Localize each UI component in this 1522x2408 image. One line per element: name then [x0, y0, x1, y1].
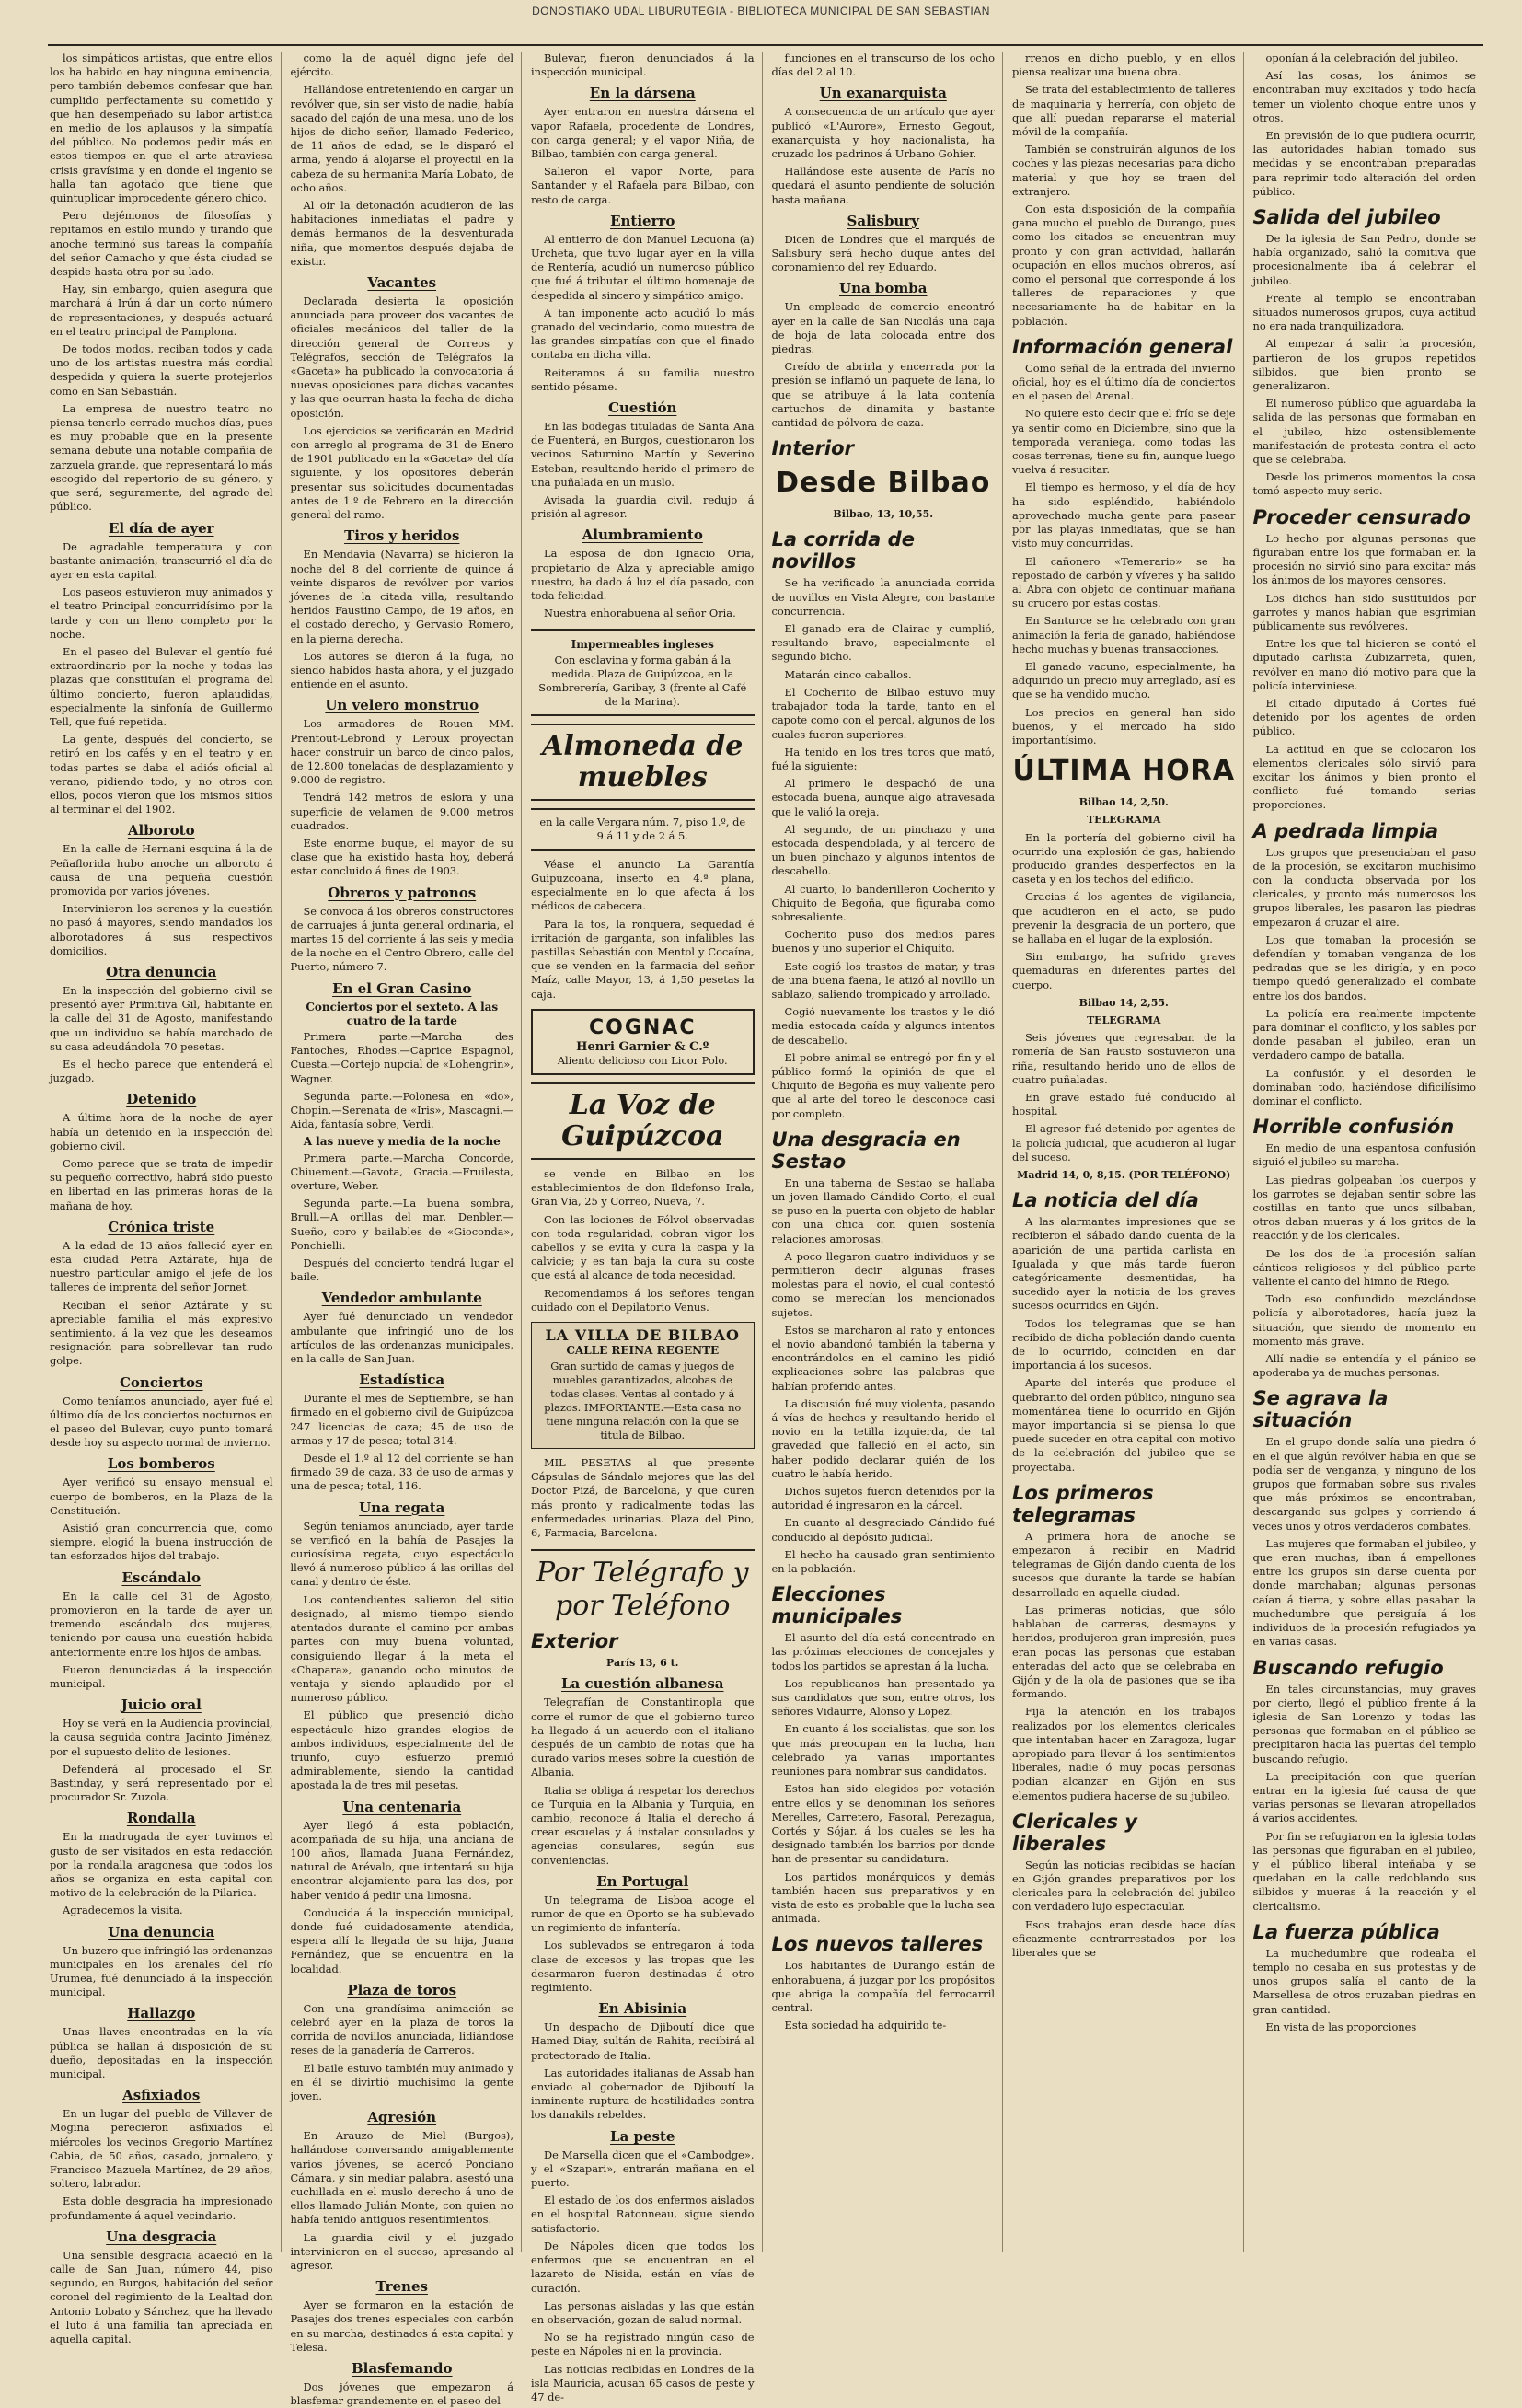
section-heading: Entierro [610, 212, 675, 229]
article-paragraph: Seis jóvenes que regresaban de la romería de San Fausto sostuvieron una riña, resultando herido uno de ellos de cuatro puñaladas. [1012, 1031, 1236, 1086]
article-paragraph: Dicen de Londres que el marqués de Salisbury será hecho duque antes del coronamiento del rey Eduardo. [771, 232, 995, 274]
article-paragraph: En tales circunstancias, muy graves por cierto, llegó el público frente á la iglesia de San Lorenzo y todas las personas que formaban en el público se precipitaron hacia las puertas del templo buscando refugio. [1252, 1682, 1476, 1765]
top-rule [48, 44, 1483, 46]
article-paragraph: Por fin se refugiaron en la iglesia todas las personas que figuraban en el jubileo, y el público liberal inteñaba y se quedaban en la calle redoblando sus silbidos y mueras á la reacción y el clericalismo. [1252, 1829, 1476, 1913]
article-paragraph: Telegrafían de Constantinopla que corre el rumor de que el gobierno turco ha llegado á un acuerdo con el italiano después de un cambio de notas que ha durado varios meses sobre la cuestión de Albania. [531, 1696, 755, 1779]
article-paragraph: Hoy se verá en la Audiencia provincial, la causa seguida contra Jacinto Jiménez, por el supuesto delito de lesiones. [50, 1717, 273, 1758]
article-paragraph: El agresor fué detenido por agentes de la policía judicial, que acudieron al lugar del suceso. [1012, 1122, 1236, 1163]
article-paragraph: Cogió nuevamente los trastos y le dió media estocada caída y algunos intentos de descabello. [771, 1005, 995, 1047]
article-paragraph: Reiteramos á su familia nuestro sentido pésame. [531, 365, 755, 393]
article-paragraph: Creído de abrirla y encerrada por la presión se inflamó un paquete de lana, lo que se atribuye á la lata contenía cartuchos de dinamita y bastante cantidad de pólvora de caza. [771, 360, 995, 430]
article-paragraph: En las bodegas tituladas de Santa Ana de Fuenterá, en Burgos, cuestionaron los vecinos Saturnino Martín y Severino Esteban, resultando herido el primero de una puñalada en un muslo. [531, 420, 755, 489]
section-heading: Un velero monstruo [325, 697, 479, 714]
advertisement-title-block [531, 724, 755, 801]
section-title: La noticia del día [1012, 1189, 1199, 1212]
article-paragraph: También se construirán algunos de los coches y las piezas necesarias para dicho material y que hoy se traen del extranjero. [1012, 143, 1236, 198]
article-paragraph: La esposa de don Ignacio Oria, propietario de Alza y apreciable amigo nuestro, ha dado á luz el día pasado, con toda felicidad. [531, 547, 755, 603]
article-paragraph: Sin embargo, ha sufrido graves quemaduras en diferentes partes del cuerpo. [1012, 950, 1236, 991]
article-paragraph: Frente al templo se encontraban situados numerosos grupos, cuya actitud no era nada tranquilizadora. [1252, 291, 1476, 333]
article-paragraph: La policía era realmente impotente para dominar el conflicto, y los sables por donde pasaban el jubileo, eran un verdadero campo de batalla. [1252, 1006, 1476, 1062]
article-paragraph: Así las cosas, los ánimos se encontraban muy excitados y todo hacía temer un violento choque entre unos y otros. [1252, 69, 1476, 124]
article-paragraph: De agradable temperatura y con bastante animación, transcurrió el día de ayer en esta capital. [50, 539, 273, 581]
article-paragraph: Allí nadie se entendía y el pánico se apoderaba ya de muchas personas. [1252, 1352, 1476, 1380]
article-paragraph: El Cocherito de Bilbao estuvo muy trabajador toda la tarde, tanto en el capote como con el percal, algunos de los cuales fueron superiores. [771, 685, 995, 741]
article-paragraph: Los dichos han sido sustituidos por garrotes y manos habían que esgrimían públicamente sus revólveres. [1252, 591, 1476, 632]
advertisement-box-title: LA VILLA DE BILBAO [545, 1326, 740, 1344]
article-paragraph: Ayer se formaron en la estación de Pasajes dos trenes especiales con carbón en su marcha, destinados á esta capital y Telesa. [290, 2298, 513, 2354]
section-heading: Juicio oral [121, 1696, 202, 1714]
article-paragraph: los simpáticos artistas, que entre ellos los ha habido en hay ninguna eminencia, pero también debemos confesar que han cumplido perfectamente su cometido y que han desempeñado su labor artística en medio de los aplausos y la simpatía del público. No podemos pedir más en estos tiempos en que el arte atraviesa crisis gravísima y en donde el ingenio se halla tan agotado que tiene que quintuplicar improcedente género chico. [50, 52, 273, 205]
article-paragraph: Hallándose entreteniendo en cargar un revólver que, sin ser visto de nadie, había sacado del cajón de una mesa, uno de los hijos de dicho señor, llamado Federico, de 11 años de edad, se le disparó el arma, yendo á alojarse el proyectil en la cabeza de su hermanita María Lobato, de ocho años. [290, 83, 513, 194]
advertisement-cognac [531, 1009, 755, 1075]
section-heading: El día de ayer [108, 519, 214, 537]
section-heading: Tiros y heridos [344, 527, 460, 545]
major-heading: ÚLTIMA HORA [1012, 755, 1236, 788]
article-paragraph: La confusión y el desorden le dominaban todo, haciéndose dificilísimo dominar el conflicto. [1252, 1066, 1476, 1107]
article-paragraph: Como parece que se trata de impedir su pequeño correctivo, habrá sido puesto en libertad en las primeras horas de la mañana de hoy. [50, 1157, 273, 1212]
article-paragraph: El público que presenció dicho espectáculo hizo grandes elogios de ambos individuos, especialmente del de triunfo, cuyo esfuerzo premió admirablemente, siendo la cantidad apostada la de tres mil pesetas. [290, 1708, 513, 1792]
article-paragraph: Los sublevados se entregaron á toda clase de excesos y las tropas que les desarmaron fueron destinadas á otro regimiento. [531, 1939, 755, 1995]
article-paragraph: En la madrugada de ayer tuvimos el gusto de ser visitados en esta redacción por la rondalla aragonesa que todos los años se organiza en esta capital con motivo de la celebración de la Pilarica. [50, 1830, 273, 1900]
article-paragraph: Dos jóvenes que empezaron á blasfemar grandemente en el paseo del [290, 2380, 513, 2408]
article-paragraph: Un empleado de comercio encontró ayer en la calle de San Nicolás una caja de hoja de lata colocada entre dos piedras. [771, 300, 995, 356]
article-paragraph: Reciban el señor Aztárate y su apreciable familia el más expresivo sentimiento, á la vez que les deseamos resignación para sobrellevar tan rudo golpe. [50, 1298, 273, 1368]
article-paragraph: Un despacho de Djiboutí dice que Hamed Diay, sultán de Rahita, recibirá al protectorado de Italia. [531, 2020, 755, 2062]
article-paragraph: Los republicanos han presentado ya sus candidatos que son, entre otros, los señores Vidaurre, Alonso y Lopez. [771, 1676, 995, 1719]
article-paragraph: Con las lociones de Fólvol observadas con toda regularidad, cobran vigor los cabellos y se evita y cura la caspa y la calvicie; y es tan baja la cura su coste que está al alcance de toda necesidad. [531, 1212, 755, 1282]
section-heading: Rondalla [126, 1810, 196, 1827]
article-paragraph: Durante el mes de Septiembre, se han firmado en el gobierno civil de Guipúzcoa 247 licencias de caza; 45 de uso de armas y 17 de pesca; total 314. [290, 1392, 513, 1447]
article-paragraph: En cuanto á los socialistas, que son los que más preocupan en la lucha, han celebrado ya varias importantes reuniones para nombrar sus candidatos. [771, 1722, 995, 1778]
section-heading: Alumbramiento [582, 527, 703, 544]
major-heading: Desde Bilbao [776, 467, 991, 500]
article-paragraph: Unas llaves encontradas en la vía pública se hallan á disposición de su dueño, depositadas en la inspección municipal. [50, 2025, 273, 2080]
section-heading: Asfixiados [122, 2087, 201, 2104]
article-paragraph: Un telegrama de Lisboa acoge el rumor de que en Oporto se ha sublevado un regimiento de infantería. [531, 1893, 755, 1935]
article-paragraph: oponían á la celebración del jubileo. [1265, 52, 1459, 64]
section-heading: En el Gran Casino [332, 979, 472, 997]
article-paragraph: La precipitación con que querían entrar en la iglesia fué causa de que varias personas se llevaran atropellados á varios accidentes. [1252, 1769, 1476, 1825]
article-paragraph: De Nápoles dicen que todos los enfermos que se encuentran en el lazareto de Nisida, están en vías de curación. [531, 2239, 755, 2295]
article-paragraph: De la iglesia de San Pedro, donde se había organizado, salió la comitiva que procesionalmente iba á celebrar el jubileo. [1252, 232, 1476, 287]
article-paragraph: Se trata del establecimiento de talleres de maquinaria y herrería, con objeto de que allí puedan repararse el material móvil de la compañía. [1012, 83, 1236, 139]
article-paragraph: Nuestra enhorabuena al señor Oria. [544, 607, 736, 620]
subheading: Conciertos por el sexteto. A las cuatro de la tarde [306, 1000, 499, 1027]
article-paragraph: Se ha verificado la anunciada corrida de novillos en Vista Alegre, con bastante concurrencia. [771, 576, 995, 618]
section-title: Elecciones municipales [771, 1583, 903, 1628]
dateline: Bilbao 14, 2,50. [1078, 796, 1169, 809]
article-paragraph: Para la tos, la ronquera, sequedad é irritación de garganta, son infalibles las pastillas Sebastián con Mentol y Cocaína, que se venden en la farmacia del señor Maíz, calle Mayor, 13, á 1,50 pesetas la caja. [531, 917, 755, 1001]
advertisement-title: La Voz de Guipúzcoa [561, 1088, 724, 1152]
section-title: Exterior [531, 1630, 618, 1653]
article-paragraph: Todo eso confundido mezclándose policía y alborotadores, hacía juez la situación, que siendo de momento en momento más grave. [1252, 1292, 1476, 1348]
article-paragraph: Una sensible desgracia acaeció en la calle de San Juan, número 44, piso segundo, en Burgos, habitación del señor coronel del regimiento de la Lealtad don Antonio Lobato y Sánchez, que ha llevado el luto á una familia tan apreciada en aquella capital. [50, 2248, 273, 2346]
advertisement-brand: COGNAC [589, 1015, 697, 1039]
section-heading: En la dársena [589, 85, 696, 102]
article-paragraph: La discusión fué muy violenta, pasando á vías de hechos y resultando herido el novio en la tetilla izquierda, de tal gravedad que falleció en el acto, sin haber podido declarar quién de los cuatro le había herido. [771, 1396, 995, 1480]
article-paragraph: Al segundo, de un pinchazo y una estocada despendolada, y al tercero de un buen pinchazo y algunos intentos de descabello. [771, 822, 995, 878]
article-paragraph: Véase el anuncio La Garantía Guipuzcoana, inserto en 4.ª plana, especialmente en lo que afecta á los médicos de cabecera. [531, 857, 755, 913]
archive-header: DONOSTIAKO UDAL LIBURUTEGIA - BIBLIOTECA MUNICIPAL DE SAN SEBASTIAN [532, 5, 990, 17]
dateline: París 13, 6 t. [606, 1657, 679, 1670]
article-paragraph: Primera parte.—Marcha des Fantoches, Rhodes.—Caprice Espagnol, Cuesta.—Cortejo nupcial de «Lohengrin», Wagner. [290, 1029, 513, 1085]
article-paragraph: Fija la atención en los trabajos realizados por los elementos clericales que intentaban hacer en Zaragoza, lugar apropiado para llevar á los sentimientos liberales, nadie ó muy pocas personas podían alcanzar en Gijón en sus elementos pudiera hacerse de su jubileo. [1012, 1705, 1236, 1802]
article-paragraph: Al entierro de don Manuel Lecuona (a) Urcheta, que tuvo lugar ayer en la villa de Rentería, acudió un numeroso público que fué á tributar el último homenaje de despedida al sincero y simpático amigo. [531, 232, 755, 302]
advertisement-text: Aliento delicioso con Licor Polo. [557, 1053, 728, 1067]
article-paragraph: Los habitantes de Durango están de enhorabuena, á juzgar por los propósitos que abriga la compañía del ferrocarril central. [771, 1959, 995, 2014]
dateline: Bilbao, 13, 10,55. [833, 508, 934, 521]
article-paragraph: Se convoca á los obreros constructores de carruajes á junta general ordinaria, el martes 15 del corriente á las seis y media de la noche en el Centro Obrero, calle del Puerto, número 7. [290, 904, 513, 974]
article-paragraph: El citado diputado á Cortes fué detenido por los agentes de orden público. [1252, 696, 1476, 738]
article-paragraph: A la edad de 13 años falleció ayer en esta ciudad Petra Aztárate, hija de nuestro particular amigo el jefe de los talleres de imprenta del señor Jornet. [50, 1238, 273, 1294]
section-title: Buscando refugio [1252, 1656, 1444, 1679]
article-paragraph: La muchedumbre que rodeaba el templo no cesaba en sus protestas y de unos grupos salía el canto de la Marsellesa de otros cruzaban piedras en gran cantidad. [1252, 1946, 1476, 2016]
article-paragraph: De Marsella dicen que el «Cambodge», y el «Szapari», entrarán mañana en el puerto. [531, 2148, 755, 2190]
article-paragraph: Lo hecho por algunas personas que figuraban entre los que formaban en la procesión no sirvió sino para excitar más los ánimos de los mayores censores. [1252, 531, 1476, 587]
section-title: Interior [771, 437, 854, 460]
article-paragraph: El hecho ha causado gran sentimiento en la población. [771, 1547, 995, 1576]
article-paragraph: En vista de las proporciones [1265, 2020, 1417, 2033]
article-paragraph: En Mendavia (Navarra) se hicieron la noche del 8 del corriente de quince á veinte disparos de revólver por varios jóvenes de la citada villa, resultando heridos Faustino Campo, de 19 años, en el costado derecho, y Gervasio Romero, en la pierna derecha. [290, 548, 513, 645]
advertisement-heading: Impermeables ingleses [571, 637, 714, 651]
article-paragraph: Los precios en general han sido buenos, y el mercado ha sido importantísimo. [1012, 705, 1236, 747]
advertisement-maker: Henri Garnier & C.º [576, 1039, 709, 1054]
column-2 [289, 52, 523, 2408]
section-heading: Plaza de toros [347, 1981, 457, 1998]
advertisement-box-sub: CALLE REINA REGENTE [566, 1343, 720, 1357]
article-paragraph: La guardia civil y el juzgado intervinieron en el suceso, apresando al agresor. [290, 2230, 513, 2273]
article-paragraph: Estos se marcharon al rato y entonces el novio abandonó también la taberna y encontrándolos en el camino les pidió explicaciones sobre las palabras que habían proferido antes. [771, 1323, 995, 1393]
article-paragraph: Entre los que tal hicieron se contó el diputado carlista Zubizarreta, quien, revólver en mano dió motivo para que la policía interviniese. [1252, 637, 1476, 692]
article-paragraph: En medio de una espantosa confusión siguió el jubileo su marcha. [1252, 1141, 1476, 1169]
article-paragraph: Italia se obliga á respetar los derechos de Turquía en la Albania y Turquía, en cambio, reconoce á Italia el derecho á crear escuelas y á instalar consulados y agencias consulares, según sus conveniencias. [531, 1783, 755, 1867]
section-title: Horrible confusión [1252, 1116, 1455, 1139]
article-paragraph: Declarada desierta la oposición anunciada para proveer dos vacantes de oficiales mecánicos del taller de la dirección general de Correos y Telégrafos, sección de Telégrafos la «Gaceta» ha publicado la convocatoria á nuevas oposiciones para dichas vacantes y las que ocurran hasta la fecha de dicha oposición. [290, 295, 513, 420]
article-paragraph: Como teníamos anunciado, ayer fué el último día de los conciertos nocturnos en el paseo del Bulevar, cuyo punto tomará desde hoy su aspecto normal de invierno. [50, 1394, 273, 1450]
article-paragraph: En el paseo del Bulevar el gentío fué extraordinario por la noche y todas las plazas que constituían el programa del último concierto, fueron aplaudidas, especialmente la sinfonía de Guillermo Tell, que fué repetida. [50, 644, 273, 728]
section-heading: Una regata [359, 1499, 445, 1516]
section-title: Información general [1012, 335, 1233, 358]
article-paragraph: El asunto del día está concentrado en las próximas elecciones de concejales y todos los partidos se aprestan á la lucha. [771, 1631, 995, 1673]
article-paragraph: Aparte del interés que produce el quebranto del orden público, ninguno sea momentánea tiene lo ocurrido en Gijón mayor importancia si se piensa lo que puede suceder en otra capital con motivo de la celebración del jubileo que se proyectaba. [1012, 1376, 1236, 1474]
section-title: Salida del jubileo [1252, 206, 1441, 229]
article-paragraph: A última hora de la noche de ayer había un detenido en la inspección del gobierno civil. [50, 1111, 273, 1152]
article-paragraph: Dichos sujetos fueron detenidos por la autoridad é ingresaron en la cárcel. [771, 1485, 995, 1512]
article-paragraph: La gente, después del concierto, se retiró en los cafés y en el teatro y en todas partes se daba el adiós oficial al verano, pidiendo todo, y no otros con ellos, pocos vieron que los mismos sitios al terminar el del 1902. [50, 733, 273, 816]
advertisement-box [531, 1322, 755, 1449]
article-paragraph: Los autores se dieron á la fuga, no siendo habidos hasta ahora, y el juzgado entiende en el asunto. [290, 649, 513, 691]
article-paragraph: Según teníamos anunciado, ayer tarde se verificó en la bahía de Pasajes la curiosísima regata, cuyo espectáculo llevó á numeroso público á las orillas del canal y dentro de éste. [290, 1519, 513, 1589]
newspaper-page [48, 52, 1483, 2408]
article-paragraph: Las primeras noticias, que sólo hablaban de carreras, desmayos y heridos, produjeron gran impresión, pues eran pocas las personas que estaban enteradas del acto que se celebraba en Gijón y de la ola de pasiones que se iba formando. [1012, 1603, 1236, 1701]
article-paragraph: Gracias á los agentes de vigilancia, que acudieron en el acto, se pudo prevenir la desgracia de un portero, que se hallaba en el lugar de la explosión. [1012, 890, 1236, 945]
article-paragraph: Las mujeres que formaban el jubileo, y que eran muchas, iban á empellones entre los grupos sin darse cuenta por donde marchaban; algunas personas caían á tierra, y sobre ellas pasaban la muchedumbre que persiguía á los individuos de la procesión refugiados ya en varias casas. [1252, 1536, 1476, 1649]
article-paragraph: Las autoridades italianas de Assab han enviado al gobernador de Djiboutí la inminente ruptura de hostilidades contra los danakils rebeldes. [531, 2066, 755, 2122]
article-paragraph: Primera parte.—Marcha Concorde, Chiuement.—Gavota, Gracia.—Fruilesta, overture, Weber. [290, 1151, 513, 1193]
section-heading: Obreros y patronos [328, 884, 477, 901]
section-heading: Agresión [367, 2109, 437, 2126]
article-paragraph: Los que tomaban la procesión se defendían y tomaban venganza de los pedradas que se les dirigía, y en poco tiempo quedó generalizado el combate entre los dos bandos. [1252, 932, 1476, 1002]
section-heading: Salisbury [847, 212, 919, 229]
article-paragraph: Al empezar á salir la procesión, partieron de los grupos repetidos silbidos, que bien pronto se generalizaron. [1252, 337, 1476, 393]
section-heading: En Abisinia [598, 2000, 687, 2018]
article-paragraph: Recomendamos á los señores tengan cuidado con el Depilatorio Venus. [531, 1286, 755, 1314]
article-paragraph: El ganado era de Clairac y cumplió, resultando bravo, especialmente el segundo bicho. [771, 622, 995, 664]
article-paragraph: A tan imponente acto acudió lo más granado del vecindario, como muestra de las grandes simpatías con que el finado contaba en dicha villa. [531, 306, 755, 362]
article-paragraph: Este enorme buque, el mayor de su clase que ha existido hasta hoy, deberá estar concluido á fines de 1903. [290, 836, 513, 878]
article-paragraph: Los partidos monárquicos y demás también hacen sus preparativos y en vista de esto es probable que la lucha sea animada. [771, 1870, 995, 1926]
column-5 [1010, 52, 1244, 2252]
section-heading: Trenes [375, 2278, 428, 2296]
advertisement-title: Almoneda de muebles [542, 729, 744, 793]
article-paragraph: En cuanto al desgraciado Cándido fué conducido al depósito judicial. [771, 1516, 995, 1544]
article-paragraph: Esta sociedad ha adquirido te- [784, 2019, 947, 2032]
article-paragraph: A poco llegaron cuatro individuos y se permitieron decir algunas frases molestas para el novio, el cual contestó como se merecían los mencionados sujetos. [771, 1249, 995, 1319]
article-paragraph: se vende en Bilbao en los establecimientos de don Ildefonso Irala, Gran Vía, 25 y Correo, Nueva, 7. [531, 1166, 755, 1209]
article-paragraph: MIL PESETAS al que presente Cápsulas de Sándalo mejores que las del Doctor Pizá, de Barcelona, y que curen más pronto y radicalmente todas las enfermedades urinarias. Plaza del Pino, 6, Farmacia, Barcelona. [531, 1455, 755, 1539]
article-paragraph: Fueron denunciadas á la inspección municipal. [50, 1662, 273, 1690]
article-paragraph: Ayer verificó su ensayo mensual el cuerpo de bomberos, en la Plaza de la Constitución. [50, 1476, 273, 1517]
dateline: Madrid 14, 0, 8,15. (POR TELÉFONO) [1017, 1169, 1231, 1182]
article-paragraph: La empresa de nuestro teatro no piensa tenerlo cerrado muchos días, pues es muy probable que en la presente semana debute una notable compañía de zarzuela grande, que representará lo más escogido del repertorio de su género, y que será, seguramente, del agrado del público. [50, 401, 273, 514]
section-heading: Detenido [126, 1091, 197, 1108]
section-title: Clericales y liberales [1012, 1810, 1137, 1855]
dateline: Bilbao 14, 2,55. [1078, 996, 1169, 1009]
article-paragraph: Todos los telegramas que se han recibido de dicha población dando cuenta de lo ocurrido, coinciden en dar importancia á los sucesos. [1012, 1316, 1236, 1372]
article-paragraph: A consecuencia de un artículo que ayer publicó «L'Aurore», Ernesto Gegout, exanarquista y hoy nacionalista, ha cruzado los padrinos á Urbano Gohier. [771, 105, 995, 161]
article-paragraph: En la calle de Hernani esquina á la de Peñaflorida hubo anoche un alboroto á causa de una pequeña cuestión promovida por varios jóvenes. [50, 842, 273, 897]
article-paragraph: El cañonero «Temerario» se ha repostado de carbón y víveres y ha salido al Abra con objeto de continuar mañana su crucero por estas costas. [1012, 554, 1236, 610]
article-paragraph: En Arauzo de Miel (Burgos), hallándose conversando amigablemente varios jóvenes, se acercó Ponciano Cámara, y sin mediar palabra, asestó una cuchillada en el muslo derecho á uno de ellos llamado Julián Monte, con quien no había tenido antiguos resentimientos. [290, 2129, 513, 2227]
article-paragraph: Con una grandísima animación se celebró ayer en la plaza de toros la corrida de novillos anunciada, lidiándose reses de la ganadería de Carreros. [290, 2001, 513, 2057]
section-title: Se agrava la situación [1252, 1387, 1389, 1432]
column-3 [529, 52, 763, 2403]
article-paragraph: En previsión de lo que pudiera ocurrir, las autoridades habían tomado sus medidas y se encontraban preparadas para reprimir todo alteración del orden público. [1252, 129, 1476, 198]
article-paragraph: como la de aquél digno jefe del ejército. [290, 52, 513, 79]
subheading: A las nueve y media de la noche [303, 1135, 501, 1149]
article-paragraph: Avisada la guardia civil, redujo á prisión al agresor. [531, 493, 755, 521]
article-paragraph: Las piedras golpeaban los cuerpos y los garrotes se dejaban sentir sobre las costillas en tanto que unos silbaban, otros daban mueras y á los gritos de la reacción y de los clericales. [1252, 1173, 1476, 1243]
article-paragraph: El ganado vacuno, especialmente, ha adquirido un precio muy arreglado, así es que se ha vendido mucho. [1012, 659, 1236, 701]
article-paragraph: En la calle del 31 de Agosto, promovieron en la tarde de ayer un tremendo escándalo dos mujeres, teniendo por causa una cuestión habida anteriormente entre los hijos de ambas. [50, 1589, 273, 1659]
section-heading: Una denuncia [108, 1923, 215, 1940]
section-heading: Los bomberos [107, 1455, 215, 1473]
article-paragraph: Agradecemos la visita. [63, 1904, 183, 1917]
section-heading: Un exanarquista [819, 85, 947, 102]
section-heading: La peste [610, 2127, 675, 2145]
section-title: Los nuevos talleres [771, 1933, 984, 1956]
section-heading: Crónica triste [108, 1218, 215, 1235]
article-paragraph: Asistió gran concurrencia que, como siempre, elogió la buena instrucción de tan esforzados hijos del trabajo. [50, 1522, 273, 1563]
article-paragraph: Defenderá al procesado el Sr. Bastinday, y será representado por el procurador Sr. Zuzola. [50, 1762, 273, 1804]
section-heading: Una bomba [838, 280, 928, 297]
column-6 [1251, 52, 1484, 2252]
article-paragraph: A las alarmantes impresiones que se recibieron el sábado dando cuenta de la aparición de una partida carlista en Igualada y que más tarde fueron categóricamente desmentidas, ha sucedido ayer la noticia de los graves sucesos ocurridos en Gijón. [1012, 1215, 1236, 1313]
article-paragraph: Después del concierto tendrá lugar el baile. [290, 1256, 513, 1284]
article-paragraph: Hallándose este ausente de París no quedará el asunto pendiente de solución hasta mañana. [771, 165, 995, 206]
section-title: La fuerza pública [1252, 1920, 1440, 1943]
article-paragraph: Las personas aisladas y las que están en observación, gozan de salud normal. [531, 2298, 755, 2326]
section-heading: Hallazgo [127, 2005, 196, 2022]
article-paragraph: El baile estuvo también muy animado y en él se divirtió muchísimo la gente joven. [290, 2061, 513, 2102]
article-paragraph: Hay, sin embargo, quien asegura que marchará á Irún á dar un corto número de representaciones, y después actuará en el teatro principal de Pamplona. [50, 283, 273, 338]
advertisement [531, 629, 755, 716]
article-paragraph: En la portería del gobierno civil ha ocurrido una explosión de gas, habiendo producido grandes desperfectos en la caseta y en los techos del edificio. [1012, 830, 1236, 886]
article-paragraph: El pobre animal se entregó por fin y el público formó la opinión de que el Chiquito de Begoña es muy valiente pero que al arte del toreo le desconoce casi por completo. [771, 1050, 995, 1120]
section-title: Una desgracia en Sestao [771, 1128, 961, 1173]
article-paragraph: Salieron el vapor Norte, para Santander y el Rafaela para Bilbao, con resto de carga. [531, 165, 755, 206]
article-paragraph: El tiempo es hermoso, y el día de hoy ha sido espléndido, habiéndolo aprovechado mucha gente para pasear por las playas inmediatas, que se han visto muy concurridas. [1012, 480, 1236, 550]
article-paragraph: Segunda parte.—La buena sombra, Brull.—A orillas del mar, Denbler.—Sueño, coro y bailables de «Gioconda», Ponchielli. [290, 1197, 513, 1252]
section-heading: Una desgracia [106, 2228, 217, 2245]
section-heading: Otra denuncia [106, 963, 217, 980]
article-paragraph: En una taberna de Sestao se hallaba un joven llamado Cándido Corto, el cual se puso en la puerta con objeto de hablar con una chica con quien sostenía relaciones amorosas. [771, 1175, 995, 1245]
article-paragraph: Los contendientes salieron del sitio designado, al mismo tiempo siendo atentados durante el camino por ambas partes con muy buena voluntad, consiguiendo llegar á la meta el «Chapara», ganando ocho minutos de ventaja y siendo aplaudido por el numeroso público. [290, 1592, 513, 1705]
article-paragraph: Pero dejémonos de filosofías y repitamos en estilo mundo y tirando que anoche terminó sus tareas la compañía del señor Camacho y que ésta ciudad se despide hasta otra por su lado. [50, 209, 273, 279]
advertisement-title-block [531, 1082, 755, 1160]
column-1 [48, 52, 282, 2346]
article-paragraph: No se ha registrado ningún caso de peste en Nápoles ni en la provincia. [531, 2331, 755, 2358]
section-heading: En Portugal [596, 1872, 689, 1890]
article-paragraph: Cocherito puso dos medios pares buenos y uno superior el Chiquito. [771, 928, 995, 955]
section-heading: La cuestión albanesa [560, 1675, 724, 1693]
article-paragraph: Desde los primeros momentos la cosa tomó aspecto muy serio. [1252, 470, 1476, 498]
article-paragraph: Intervinieron los serenos y la cuestión no pasó á mayores, siendo mandados los alborotadores á sus respectivos domicilios. [50, 902, 273, 957]
article-paragraph: Este cogió los trastos de matar, y tras de una buena faena, le atizó al novillo un sablazo, saliendo trompicado y arrollado. [771, 959, 995, 1001]
article-paragraph: funciones en el transcurso de los ocho días del 2 al 10. [771, 52, 995, 79]
section-heading: Escándalo [121, 1569, 202, 1586]
article-paragraph: Es el hecho parece que entenderá el juzgado. [50, 1058, 273, 1085]
article-paragraph: En Santurce se ha celebrado con gran animación la feria de ganado, habiéndose hecho muchas y buenas transacciones. [1012, 614, 1236, 655]
article-paragraph: rrenos en dicho pueblo, y en ellos piensa realizar una buena obra. [1012, 52, 1236, 79]
article-paragraph: De todos modos, reciban todos y cada uno de los artistas nuestra más cordial despedida y quiera la suerte protejerlos como en San Sebastián. [50, 342, 273, 398]
article-paragraph: Como señal de la entrada del invierno oficial, hoy es el último día de conciertos en el paseo del Arenal. [1012, 361, 1236, 403]
article-paragraph: Las noticias recibidas en Londres de la isla Mauricia, acusan 65 casos de peste y 47 de- [531, 2362, 755, 2403]
article-paragraph: Los grupos que presenciaban el paso de la procesión, se excitaron muchísimo con la conducta observada por los clericales, y pronto más numerosos los grupos liberales, les pasaron las piedras empezaron á cruzar el aire. [1252, 845, 1476, 929]
section-heading: Cuestión [608, 399, 677, 417]
section-heading: Conciertos [119, 1373, 203, 1391]
article-paragraph: Bulevar, fueron denunciados á la inspección municipal. [531, 52, 755, 79]
article-paragraph: Con esta disposición de la compañía gana mucho el pueblo de Durango, pues como los citados se encuentran muy pronto y con gran actividad, hallarán ocupación en ellos muchos obreros, así como el personal que corresponde á los talleres de reparaciones y que necesariamente ha de habitar en la población. [1012, 203, 1236, 328]
article-paragraph: En el grupo donde salía una piedra ó en el que algún revólver había en que se podía ser de venganza, y ninguno de los grupos que formaban sobre sus rivales que más próximos se encontraban, descargando sus golpes y corriendo á veces unos y otros verdaderos combates. [1252, 1435, 1476, 1533]
article-paragraph: Al oír la detonación acudieron de las habitaciones inmediatas el padre y demás hermanos de la desventurada niña, que momentos después dejaba de existir. [290, 199, 513, 268]
section-title: Proceder censurado [1252, 505, 1470, 528]
article-paragraph: No quiere esto decir que el frío se deje ya sentir como en Diciembre, sino que la temporada veraniega, como todas las cosas terrenas, tiene su fin, aunque luego vuelva á resucitar. [1012, 407, 1236, 477]
article-paragraph: Ayer entraron en nuestra dársena el vapor Rafaela, procedente de Londres, con carga general; y el vapor Niña, de Bilbao, también con carga general. [531, 105, 755, 161]
article-paragraph: Ayer llegó á esta población, acompañada de su hija, una anciana de 100 años, llamada Juana Fernández, natural de Arévalo, que intentará su hija encontrar alojamiento para las dos, por haber venido á pedir una limosna. [290, 1818, 513, 1902]
article-paragraph: Según las noticias recibidas se hacían en Gijón grandes preparativos por los clericales para la celebración del jubileo con verdadero lujo espectacular. [1012, 1858, 1236, 1914]
article-paragraph: Los ejercicios se verificarán en Madrid con arreglo al programa de 31 de Enero de 1901 publicado en la «Gaceta» del día siguiente, y los opositores deberán presentar sus solicitudes documentadas antes de 1.º de Febrero en la dirección general del ramo. [290, 423, 513, 522]
article-paragraph: Al cuarto, lo banderilleron Cocherito y Chiquito de Begoña, que figuraba como sobresaliente. [771, 882, 995, 923]
section-heading: Vendedor ambulante [321, 1290, 482, 1307]
article-paragraph: Tendrá 142 metros de eslora y una superficie de velamen de 9.000 metros cuadrados. [290, 791, 513, 832]
article-paragraph: Los paseos estuvieron muy animados y el teatro Principal concurridísimo por la tarde y con un lleno completo por la noche. [50, 585, 273, 641]
article-paragraph: Esta doble desgracia ha impresionado profundamente á aquel vecindario. [50, 2194, 273, 2222]
advertisement [531, 808, 755, 851]
article-paragraph: Esos trabajos eran desde hace días eficazmente contrarrestados por los liberales que se [1012, 1917, 1236, 1959]
column-4 [770, 52, 1004, 2252]
article-paragraph: Los armadores de Rouen MM. Prentout-Lebrond y Leroux proyectan hacer construir un barco de cinco palos, de 12.800 toneladas de desplazamiento y 9.000 de registro. [290, 717, 513, 787]
article-paragraph: Segunda parte.—Polonesa en «do», Chopin.—Serenata de «Iris», Mascagni.—Aida, fantasía sobre, Verdi. [290, 1089, 513, 1131]
article-paragraph: En la inspección del gobierno civil se presentó ayer Primitiva Gil, habitante en la calle del 31 de Agosto, manifestando que un individuo se había marchado de su casa adeudándola 70 pesetas. [50, 983, 273, 1053]
article-paragraph: Al primero le despachó de una estocada buena, aunque algo atravesada que le valió la oreja. [771, 777, 995, 818]
article-paragraph: El estado de los dos enfermos aislados en el hospital Ratonneau, sigue siendo satisfactorio. [531, 2194, 755, 2235]
article-paragraph: Matarán cinco caballos. [784, 667, 912, 681]
article-paragraph: A primera hora de anoche se empezaron á recibir en Madrid telegramas de Gijón dando cuenta de los sucesos que durante la tarde se habían desarrollado en aquella ciudad. [1012, 1529, 1236, 1599]
section-heading: Estadística [359, 1372, 445, 1389]
section-heading: Vacantes [367, 274, 437, 292]
dateline: TELEGRAMA [1087, 1013, 1161, 1026]
article-paragraph: En grave estado fué conducido al hospital. [1012, 1091, 1236, 1118]
section-title: A pedrada limpia [1252, 819, 1439, 842]
advertisement-text: en la calle Vergara núm. 7, piso 1.º, de 9 á 11 y de 2 á 5. [539, 815, 746, 842]
article-paragraph: En un lugar del pueblo de Villaver de Mogina perecieron asfixiados el miércoles los vecinos Gregorio Martínez Cabia, de 50 años, casado, jornalero, y Francisco Mazuela Martínez, de 29 años, soltero, labrador. [50, 2107, 273, 2191]
article-paragraph: El numeroso público que aguardaba la salida de las personas que formaban en el jubileo, hizo ostensiblemente manifestación de protesta contra el acto que se celebraba. [1252, 397, 1476, 467]
article-paragraph: Estos han sido elegidos por votación entre ellos y se denominan los señores Merelles, Carretero, Fasoral, Perezagua, Cortés y Sójar, á los cuales se les ha designado también los barrios por donde han de presentar su candidatura. [771, 1782, 995, 1866]
article-paragraph: Un buzero que infringió las ordenanzas municipales en los arenales del río Urumea, fué denunciado á la inspección municipal. [50, 1943, 273, 1999]
section-title: Los primeros telegramas [1012, 1481, 1154, 1526]
article-paragraph: Ha tenido en los tres toros que mató, fué la siguiente: [771, 745, 995, 772]
telegraph-banner: Por Telégrafo y por Teléfono [531, 1549, 755, 1623]
article-paragraph: La actitud en que se colocaron los elementos clericales sólo sirvió para excitar los ánimos y bien pronto el conflicto fué tomando serias proporciones. [1252, 742, 1476, 812]
article-paragraph: Ayer fué denunciado un vendedor ambulante que infringió uno de los artículos de las ordenanzas municipales, en la calle de San Juan. [290, 1310, 513, 1366]
article-paragraph: Desde el 1.º al 12 del corriente se han firmado 39 de caza, 33 de uso de armas y una de pesca; total, 116. [290, 1452, 513, 1493]
article-paragraph: Conducida á la inspección municipal, donde fué cuidadosamente atendida, espera allí la llegada de su hija, Juana Fernández, que se encuentra en la localidad. [290, 1905, 513, 1975]
section-heading: Una centenaria [342, 1798, 462, 1815]
dateline: TELEGRAMA [1087, 814, 1161, 827]
advertisement-text: Gran surtido de camas y juegos de muebles garantizados, alcobas de todas clases. Ventas al contado y á plazos. IMPORTANTE.—Esta casa no tiene ninguna relación con la que se titula de Bilbao. [544, 1359, 742, 1441]
section-heading: Blasfemando [351, 2360, 453, 2378]
section-heading: Alboroto [127, 822, 195, 839]
section-title: La corrida de novillos [771, 528, 915, 573]
article-paragraph: De los dos de la procesión salían cánticos religiosos y del público parte valiente el canto del himno de Riego. [1252, 1246, 1476, 1289]
advertisement-text: Con esclavina y forma gabán á la medida. Plaza de Guipúzcoa, en la Sombrerería, Garibay, 3 (frente al Café de la Marina). [538, 653, 747, 708]
